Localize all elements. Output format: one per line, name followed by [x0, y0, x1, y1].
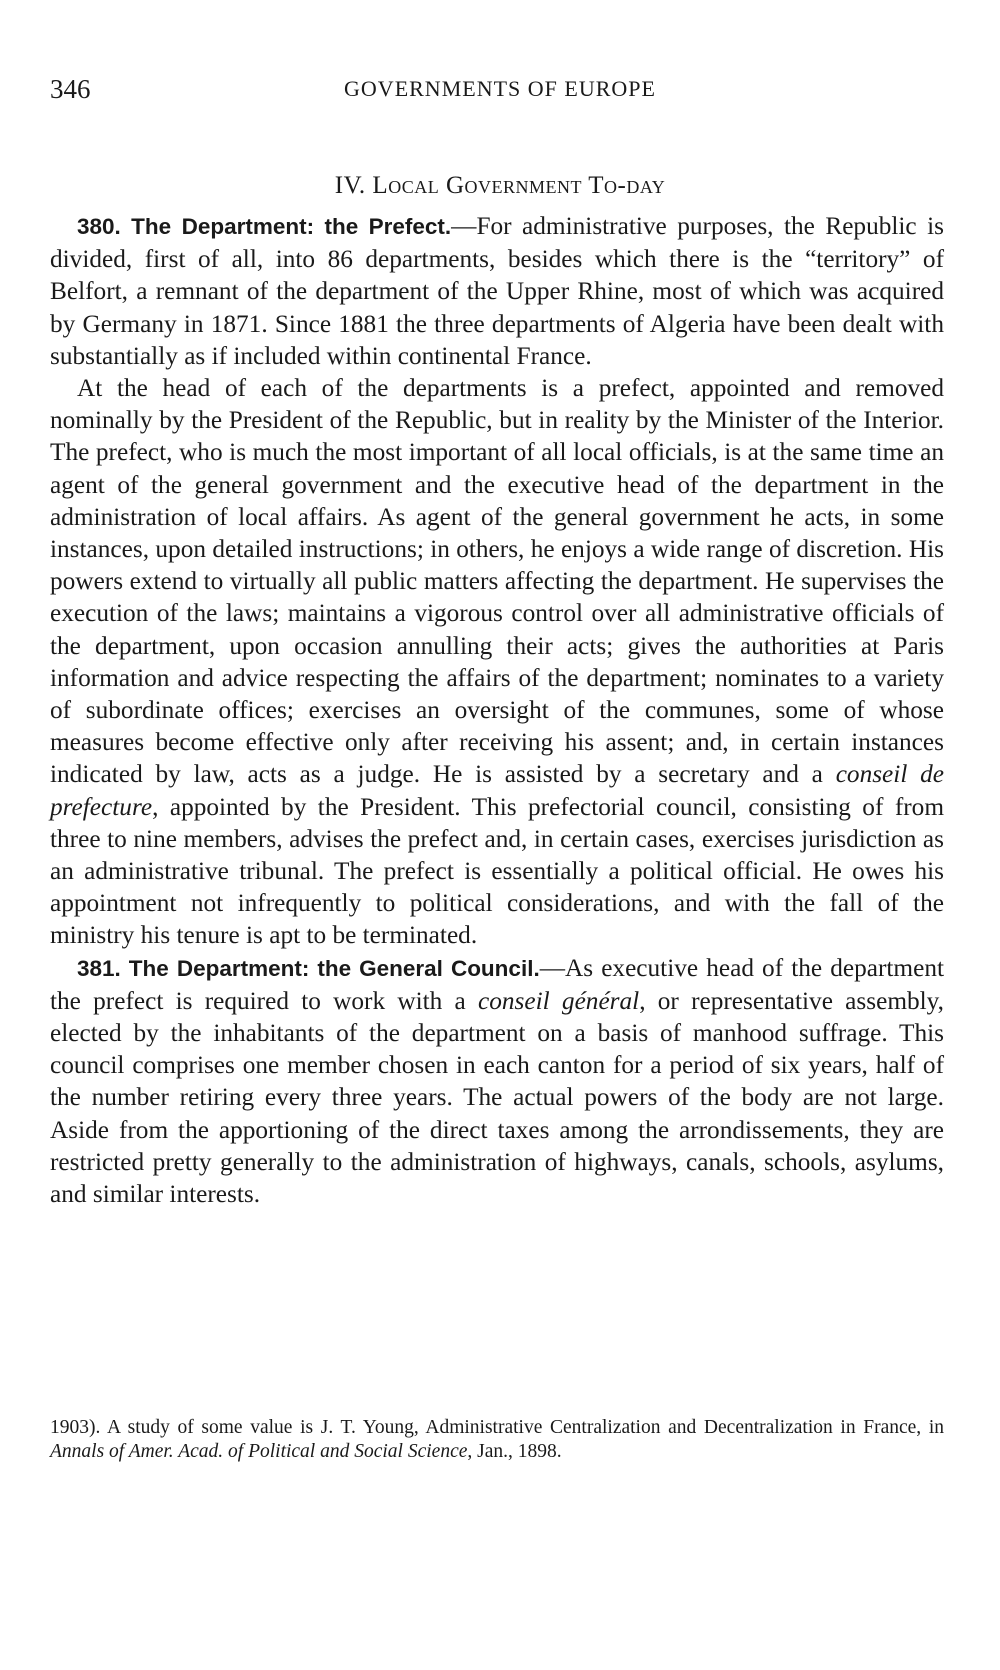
italic-term: conseil général — [478, 986, 640, 1015]
paragraph-text: , appointed by the President. This prefectorial council, consisting of from three to nine members, advises the prefect and, in certain cases, exercises jurisdiction as an administrative tribunal. The prefect is essentially a political official. He owes his appointment not infrequently to political considerations, and with the fall of the ministry his tenure is apt to be terminated. — [50, 792, 944, 950]
page-header — [50, 74, 950, 114]
italic-term: conseil de prefecture — [50, 760, 944, 821]
paragraph-text: At the head of each of the departments is a prefect, appointed and removed nominally by the President of the Republic, but in reality by the Minister of the Interior. The prefect, who is much the most important of all local officials, is at the same time an agent of the general government and the executive head of the department in the administration of local affairs. As agent of the general government he acts, in some instances, upon detailed instructions; in others, he enjoys a wide range of discretion. His powers extend to virtually all public matters affecting the department. He supervises the execution of the laws; maintains a vigorous control over all administrative officials of the department, upon occasion annulling their acts; gives the authorities at Paris information and advice respecting the affairs of the department; nominates to a variety of subordinate offices; exercises an oversight of the communes, some of whose measures become effective only after receiving his assent; and, in certain instances indicated by law, acts as a judge. He is assisted by a secretary and a — [50, 374, 944, 789]
section-380-heading: 380. The Department: the Prefect. — [77, 214, 452, 239]
paragraph-380 — [50, 210, 944, 372]
body-text — [50, 210, 944, 1210]
footnote-text: 1903). A study of some value is J. T. Young, Administrative Centralization and Decentralization in France, in — [50, 1417, 944, 1438]
section-381-heading: 381. The Department: the General Council. — [77, 955, 540, 981]
paragraph-381 — [50, 952, 944, 1211]
paragraph-text: , or representative assembly, elected by the inhabitants of the department on a basis of manhood suffrage. This council comprises one member chosen in each canton for a period of six years, half of the number retiring every three years. The actual powers of the body are not large. Aside from the apportioning of the direct taxes among the arrondissements, they are restricted pretty generally to the administration of highways, canals, schools, asylums, and similar interests. — [50, 986, 944, 1209]
section-title: IV. Local Government To-day — [334, 172, 666, 199]
page-number: 346 — [50, 74, 91, 104]
footnote-journal-title: Annals of Amer. Acad. of Political and Social Science — [50, 1441, 468, 1462]
footnote — [50, 1416, 944, 1464]
paragraph-text: —As executive head of the department the prefect is required to work with a — [50, 953, 945, 1015]
paragraph-text: —For administrative purposes, the Republic is divided, first of all, into 86 departments, besides which there is the “territory” of Belfort, a remnant of the department of the Upper Rhine, most of which was acquired by Germany in 1871. Since 1881 the three departments of Algeria have been dealt with substantially as if included within continental France. — [50, 212, 944, 370]
paragraph-prefect — [50, 372, 944, 952]
footnote-text: , Jan., 1898. — [467, 1441, 562, 1462]
running-head: GOVERNMENTS OF EUROPE — [344, 76, 656, 101]
